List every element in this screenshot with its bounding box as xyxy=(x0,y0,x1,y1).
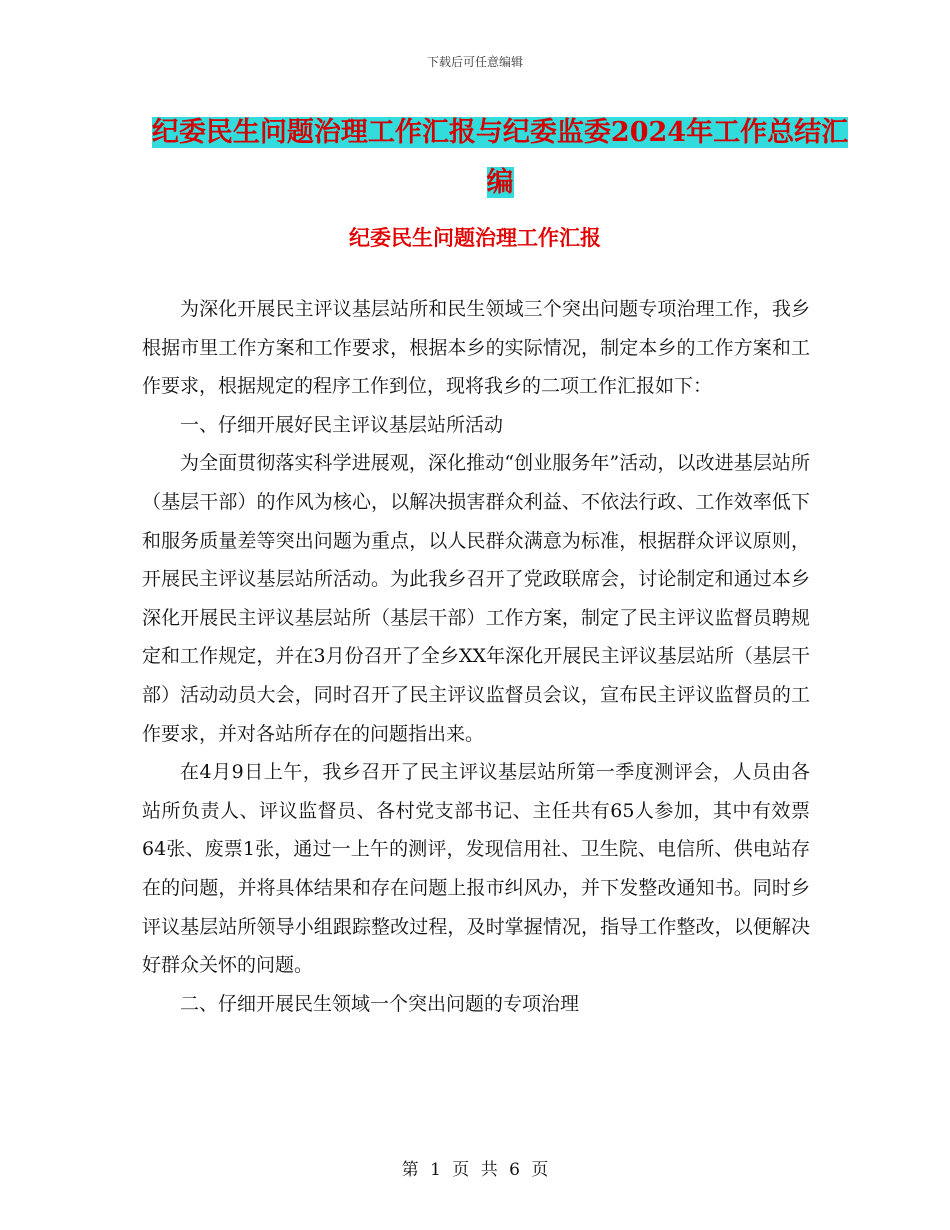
section-title: 纪委民生问题治理工作汇报 xyxy=(349,225,601,250)
header-note: 下载后可任意编辑 xyxy=(426,55,523,69)
paragraph-activity: 为全面贯彻落实科学进展观，深化推动“创业服务年”活动，以改进基层站所（基层干部）的作风为核心，以解决损害群众利益、不依法行政、工作效率低下和服务质量差等突出问题为重点，以人民群众满意为标准，根据群众评议原则，开展民主评议基层站所活动。为此我乡召开了党政联席会，讨论制定和通过本乡深化开展民主评议基层站所（基层干部）工作方案，制定了民主评议监督员聘规定和工作规定，并在3月份召开了全乡XX年深化开展民主评议基层站所（基层干部）活动动员大会，同时召开了民主评议监督员会议，宣布民主评议监督员的工作要求，并对各站所存在的问题指出来。 xyxy=(142,452,810,745)
page-number-footer: 第 1 页 共 6 页 xyxy=(401,1160,549,1180)
document-title xyxy=(140,108,860,208)
document-body xyxy=(142,290,810,1023)
heading-item-one: 一、仔细开展好民主评议基层站所活动 xyxy=(180,413,504,436)
heading-item-two: 二、仔细开展民生领域一个突出问题的专项治理 xyxy=(180,992,580,1015)
paragraph-intro: 为深化开展民主评议基层站所和民生领域三个突出问题专项治理工作，我乡根据市里工作方案和工作要求，根据本乡的实际情况，制定本乡的工作方案和工作要求，根据规定的程序工作到位，现将我乡的二项工作汇报如下： xyxy=(142,298,810,398)
document-title-text: 纪委民生问题治理工作汇报与纪委监委2024年工作总结汇编 xyxy=(151,117,849,198)
paragraph-evaluation: 在4月9日上午，我乡召开了民主评议基层站所第一季度测评会，人员由各站所负责人、评议监督员、各村党支部书记、主任共有65人参加，其中有效票64张、废票1张，通过一上午的测评，发现信用社、卫生院、电信所、供电站存在的问题，并将具体结果和存在问题上报市纠风办，并下发整改通知书。同时乡评议基层站所领导小组跟踪整改过程，及时掌握情况，指导工作整改，以便解决好群众关怀的问题。 xyxy=(142,761,810,977)
